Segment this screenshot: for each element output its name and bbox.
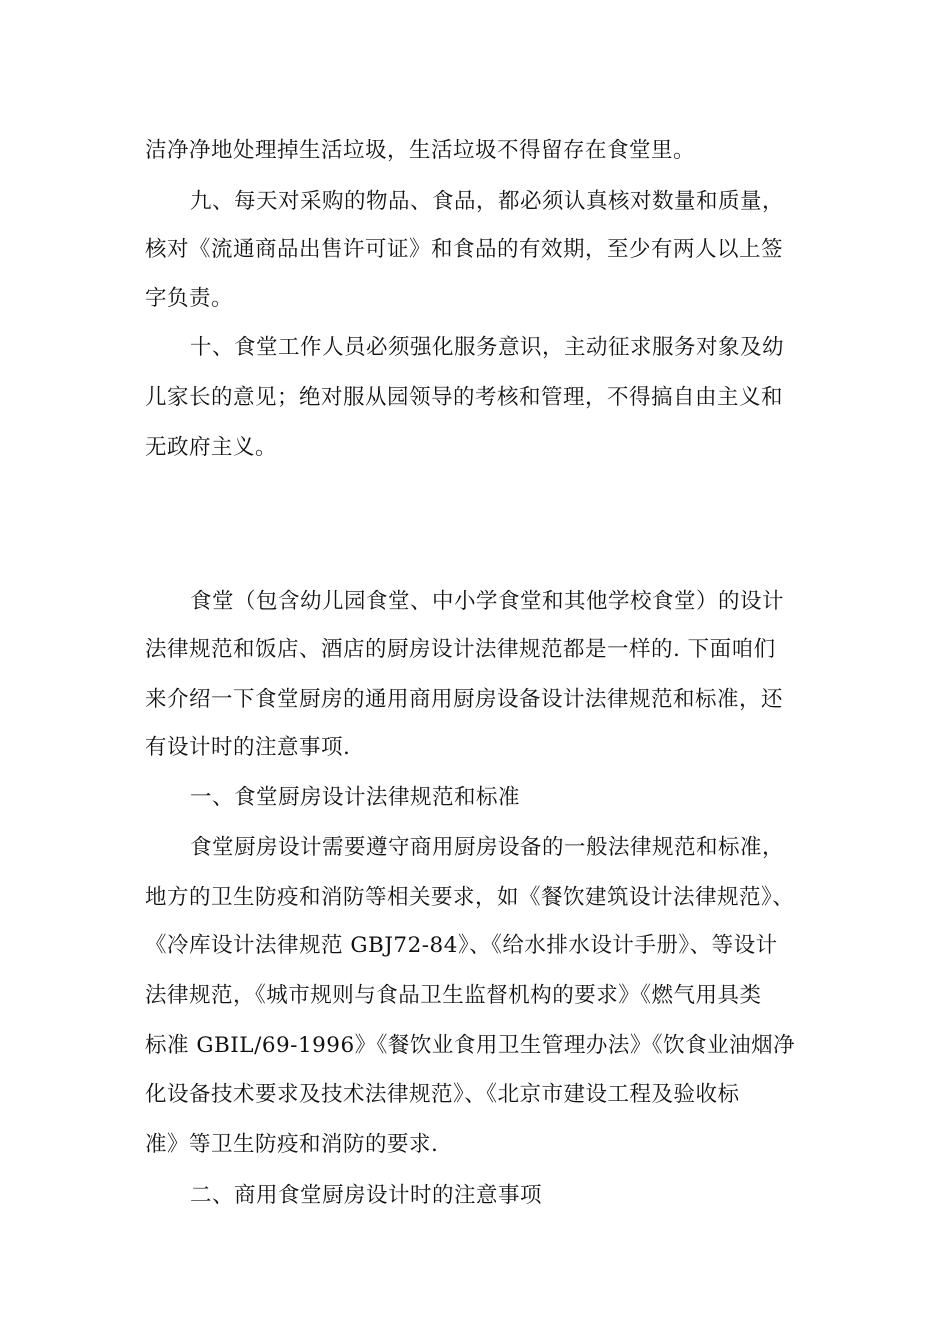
text-line: 地方的卫生防疫和消防等相关要求，如《餐饮建筑设计法律规范》、 [145, 885, 795, 910]
text-line: 九、每天对采购的物品、食品，都必须认真核对数量和质量， [190, 189, 785, 214]
text-line: 十、食堂工作人员必须强化服务意识，主动征求服务对象及幼 [190, 335, 785, 360]
text-line: 有设计时的注意事项. [145, 735, 351, 760]
text-line: 核对《流通商品出售许可证》和食品的有效期，至少有两人以上签 [145, 237, 784, 262]
text-line: 洁净净地处理掉生活垃圾，生活垃圾不得留存在食堂里。 [145, 138, 696, 163]
text-line: 食堂厨房设计需要遵守商用厨房设备的一般法律规范和标准， [190, 835, 785, 860]
text-line: 无政府主义。 [145, 435, 278, 460]
section-heading: 一、食堂厨房设计法律规范和标准 [190, 785, 521, 810]
text-line: 准》等卫生防疫和消防的要求. [145, 1132, 439, 1157]
text-line: 化设备技术要求及技术法律规范》、《北京市建设工程及验收标 [145, 1082, 740, 1107]
text-line: 儿家长的意见；绝对服从园领导的考核和管理，不得搞自由主义和 [145, 385, 784, 410]
text-line: 字负责。 [145, 286, 234, 311]
text-line: 标准 GBIL/69-1996》《餐饮业食用卫生管理办法》《饮食业油烟净 [145, 1033, 796, 1058]
text-line: 法律规范和饭店、酒店的厨房设计法律规范都是一样的. 下面咱们 [145, 637, 776, 662]
text-line: 法律规范，《城市规则与食品卫生监督机构的要求》《燃气用具类 [145, 983, 762, 1008]
section-heading: 二、商用食堂厨房设计时的注意事项 [190, 1183, 543, 1208]
text-line: 食堂（包含幼儿园食堂、中小学食堂和其他学校食堂）的设计 [190, 589, 785, 614]
text-line: 《冷库设计法律规范 GBJ72-84》、《给水排水设计手册》、等设计 [145, 933, 778, 958]
text-line: 来介绍一下食堂厨房的通用商用厨房设备设计法律规范和标准，还 [145, 687, 784, 712]
